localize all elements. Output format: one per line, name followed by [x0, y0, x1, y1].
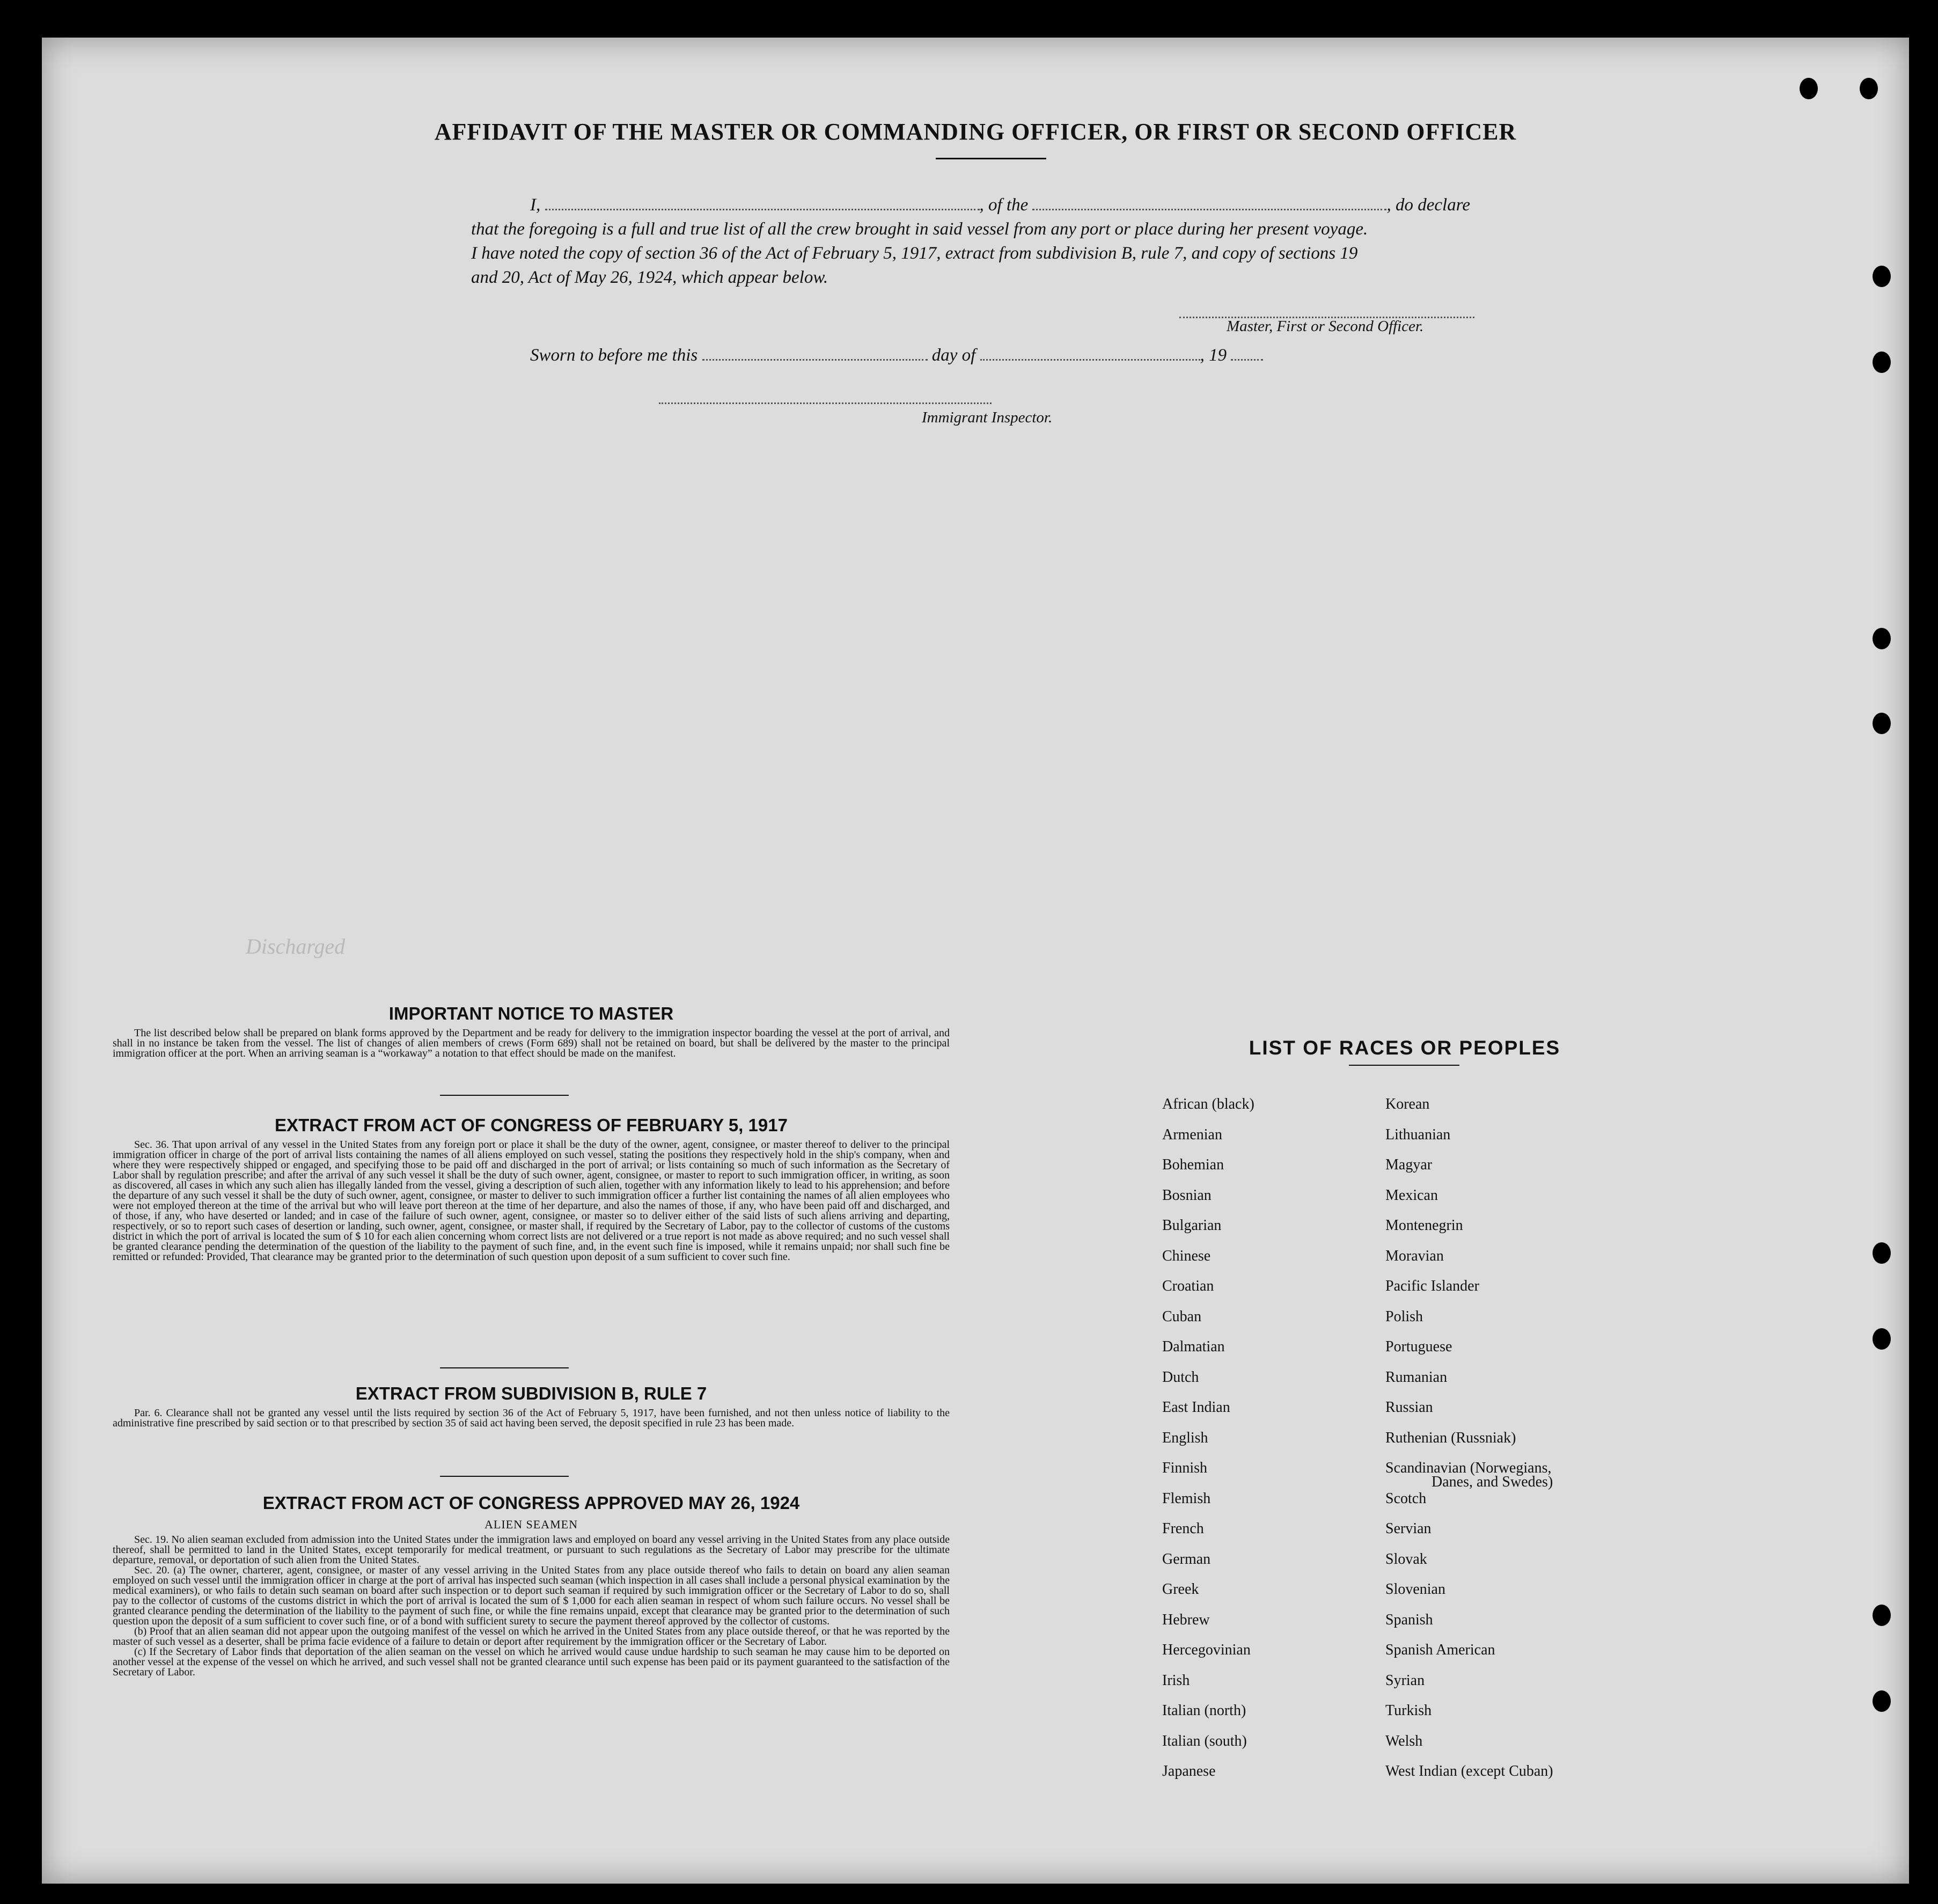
race-item: Mexican [1385, 1187, 1438, 1204]
notice-text: The list described below shall be prepared on blank forms approved by the Department and be ready for delivery to the immigration inspector boarding the vessel at the port of arrival, and shall in no instance be taken from the vessel. The list of changes of alien members of crews (Form 689) shall not be retained on board, but shall be delivered by the master to the principal immigration officer at the port. When an arriving seaman is a “workaway” a notation to that effect should be made on the manifest. [113, 1027, 950, 1059]
race-item: Chinese [1162, 1247, 1211, 1264]
affidavit-line-2: that the foregoing is a full and true list of all the crew brought in said vessel from any port or place during her present voyage. [471, 219, 1368, 239]
sec-19-text: Sec. 19. No alien seaman excluded from admission into the United States under the immigration laws and employed on board any vessel arriving in the United States from any place outside thereof, shall be permitted to land in the United States, except temporarily for medical treatment, or pursuant to such regulations as the Secretary of Labor may prescribe for the ultimate departure, removal, or deportation of such alien from the United States. [113, 1534, 950, 1566]
race-item: Dutch [1162, 1368, 1199, 1386]
race-item: Portuguese [1385, 1338, 1452, 1355]
sec-20a-text: Sec. 20. (a) The owner, charterer, agent, consignee, or master of any vessel arriving in the United States from any place outside thereof who fails to detain on board any alien seaman employed on such vessel until the immigration officer in charge at the port of arrival has inspected such seaman (which inspection in all cases shall include a personal physical examination by the medical examiners), or who fails to detain such seaman on board after such inspection or to deport such seaman if required by such immigration officer or the Secretary of Labor to do so, shall pay to the collector of customs of the customs district in which the port of arrival is located the sum of $ 1,000 for each alien seaman in respect of whom such failure occurs. No vessel shall be granted clearance pending the determination of the liability to the payment of such fine, or while the fine remains unpaid, except that clearance may be granted prior to the determination of such question upon the deposit of a sum sufficient to cover such fine, or of a bond with sufficient surety to secure the payment thereof approved by the collector of customs. [113, 1564, 950, 1627]
race-item: Flemish [1162, 1490, 1211, 1507]
race-item: Ruthenian (Russniak) [1385, 1429, 1516, 1446]
race-item: German [1162, 1550, 1211, 1568]
race-item: Pacific Islander [1385, 1278, 1479, 1294]
race-item: Bohemian [1162, 1156, 1224, 1173]
race-item: Irish [1162, 1672, 1190, 1689]
binder-hole [1873, 1605, 1891, 1626]
sec-20c-text: (c) If the Secretary of Labor finds that deportation of the alien seaman on the vessel on which he arrived would cause undue hardship to such seaman he may cause him to be deported on another vessel at the expense of the vessel on which he arrived, and such vessel shall not be granted clearance until such expense has been paid or its payment guaranteed to the satisfaction of the Secretary of Labor. [113, 1646, 950, 1678]
extract-1924-text [113, 1535, 950, 1678]
notice-title: IMPORTANT NOTICE TO MASTER [388, 1004, 674, 1023]
inspector-signature-line[interactable] [659, 402, 992, 404]
race-item: French [1162, 1520, 1204, 1537]
extract-1924-title: EXTRACT FROM ACT OF CONGRESS APPROVED MAY 26, 1924 [262, 1493, 800, 1513]
race-item: Italian (north) [1162, 1702, 1246, 1719]
race-item: Scotch [1385, 1490, 1427, 1507]
race-item: Bulgarian [1162, 1217, 1222, 1234]
month-blank[interactable] [980, 359, 1200, 361]
binder-hole [1873, 628, 1891, 649]
inspector-signature-caption: Immigrant Inspector. [922, 409, 1053, 426]
affidavit-line-4: and 20, Act of May 26, 1924, which appear below. [471, 268, 828, 287]
race-item: Bosnian [1162, 1187, 1212, 1204]
race-item: Japanese [1162, 1763, 1216, 1779]
day-blank[interactable] [702, 359, 928, 361]
race-item: Korean [1385, 1096, 1430, 1112]
year-blank[interactable] [1231, 359, 1263, 361]
race-item: Spanish [1385, 1611, 1433, 1628]
alien-seamen-subtitle: ALIEN SEAMEN [484, 1518, 578, 1531]
race-item: Russian [1385, 1399, 1433, 1416]
race-item: Armenian [1162, 1126, 1222, 1143]
divider [1349, 1065, 1459, 1066]
race-item: Lithuanian [1385, 1126, 1451, 1143]
sec-20b-text: (b) Proof that an alien seaman did not appear upon the outgoing manifest of the vessel on which he arrived in the United States from any place outside thereof, or that he was reported by the master of such vessel as a deserter, shall be prima facie evidence of a failure to detain or deport after requirement by the immigration officer or the Secretary of Labor. [113, 1625, 950, 1647]
race-item: Montenegrin [1385, 1217, 1463, 1234]
race-item: English [1162, 1429, 1208, 1446]
vessel-blank[interactable] [1032, 209, 1386, 210]
race-item: Magyar [1385, 1156, 1433, 1173]
binder-hole [1860, 78, 1878, 99]
race-item: East Indian [1162, 1399, 1230, 1416]
extract-rule7-text: Par. 6. Clearance shall not be granted any vessel until the lists required by section 36 of the Act of February 5, 1917, have been furnished, and not then unless notice of liability to the administrative fine prescribed by said section or to that prescribed by section 35 of said act having been served, the deposit specified in rule 23 has been made. [113, 1407, 950, 1429]
races-list-right [1385, 1096, 1643, 1793]
affidavit-heading: AFFIDAVIT OF THE MASTER OR COMMANDING OFFICER, OR FIRST OR SECOND OFFICER [434, 119, 1517, 145]
race-item: Hercegovinian [1162, 1642, 1251, 1658]
race-item-continuation: Danes, and Swedes) [1432, 1474, 1553, 1490]
races-list-left [1162, 1096, 1388, 1793]
sworn-line: Sworn to before me this day of , 19 [530, 343, 1263, 368]
race-item: Welsh [1385, 1732, 1423, 1749]
binder-hole [1873, 1328, 1891, 1350]
race-item: Slovak [1385, 1550, 1427, 1568]
race-item: Italian (south) [1162, 1732, 1247, 1749]
binder-hole [1873, 1242, 1891, 1264]
binder-hole [1873, 266, 1891, 287]
race-item [1385, 1460, 1643, 1490]
binder-hole [1873, 713, 1891, 734]
divider [936, 158, 1046, 159]
race-item: Moravian [1385, 1247, 1444, 1264]
race-item: African (black) [1162, 1096, 1254, 1112]
race-item: Turkish [1385, 1702, 1432, 1719]
race-item: Hebrew [1162, 1611, 1210, 1628]
race-item-label: Scandinavian (Norwegians, [1385, 1460, 1552, 1476]
race-item: Syrian [1385, 1672, 1425, 1689]
divider [440, 1095, 569, 1096]
race-item: Slovenian [1385, 1581, 1445, 1598]
bleed-through-text: Discharged [246, 934, 346, 958]
extract-1917-text: Sec. 36. That upon arrival of any vessel in the United States from any foreign port or place it shall be the duty of the owner, agent, consignee, or master thereof to deliver to the principal immigration officer in charge of the port of arrival lists containing the names of all aliens employed on such vessel, stating the positions they respectively hold in the ship's company, when and where they were respectively shipped or engaged, and specifying those to be paid off and discharged in the port of arrival; or lists containing so much of such information as the Secretary of Labor shall by regulation prescribe; and after the arrival of any such vessel it shall be the duty of such owner, agent, consignee, or master to report to such immigration officer, in writing, as soon as discovered, all cases in which any such alien has illegally landed from the vessel, giving a description of such alien, together with any information likely to lead to his apprehension; and before the departure of any such vessel it shall be the duty of such owner, agent, consignee, or master to deliver to such immigration officer a further list containing the names of all alien employees who were not employed thereon at the time of the arrival but who will leave port thereon at the time of her departure, and also the names of those, if any, who have been paid off and discharged, and of those, if any, who have deserted or landed; and in case of the failure of such owner, agent, consignee, or master so to deliver either of the said lists of such aliens arriving and departing, respectively, or so to report such cases of desertion or landing, such owner, agent, consignee, or master shall, if required by the Secretary of Labor, pay to the collector of customs of the customs district in which the port of arrival is located the sum of $ 10 for each alien concerning whom correct lists are not delivered or a true report is not made as above required; and no such vessel shall be granted clearance pending the determination of the question of the liability to the payment of such fine, and, in the event such fine is imposed, while it remains unpaid; nor shall such fine be remitted or refunded: Provided, That clearance may be granted prior to the determination of such question upon deposit of a sum sufficient to cover such fine. [113, 1139, 950, 1263]
document-page [42, 38, 1909, 1884]
extract-rule7-title: EXTRACT FROM SUBDIVISION B, RULE 7 [355, 1383, 707, 1403]
binder-hole [1873, 351, 1891, 373]
race-item: Croatian [1162, 1278, 1214, 1294]
binder-hole [1873, 1690, 1891, 1712]
race-item: Finnish [1162, 1460, 1208, 1476]
extract-1917-title: EXTRACT FROM ACT OF CONGRESS OF FEBRUARY 5, 1917 [275, 1115, 788, 1135]
race-item: Polish [1385, 1308, 1423, 1325]
race-item: Spanish American [1385, 1642, 1495, 1658]
race-item: Greek [1162, 1581, 1199, 1598]
divider [440, 1367, 569, 1368]
race-item: Cuban [1162, 1308, 1202, 1325]
race-item: Servian [1385, 1520, 1432, 1537]
binder-hole [1800, 78, 1818, 99]
races-title: LIST OF RACES OR PEOPLES [1249, 1037, 1561, 1059]
name-blank[interactable] [545, 209, 980, 210]
race-item: Dalmatian [1162, 1338, 1225, 1355]
race-item: West Indian (except Cuban) [1385, 1763, 1553, 1779]
affidavit-line-1: I, , of the , do declare [530, 195, 1470, 215]
affidavit-line-3: I have noted the copy of section 36 of the Act of February 5, 1917, extract from subdivision B, rule 7, and copy of sections 19 [471, 244, 1358, 263]
divider [440, 1476, 569, 1477]
master-signature-caption: Master, First or Second Officer. [1227, 318, 1424, 335]
race-item: Rumanian [1385, 1368, 1448, 1386]
